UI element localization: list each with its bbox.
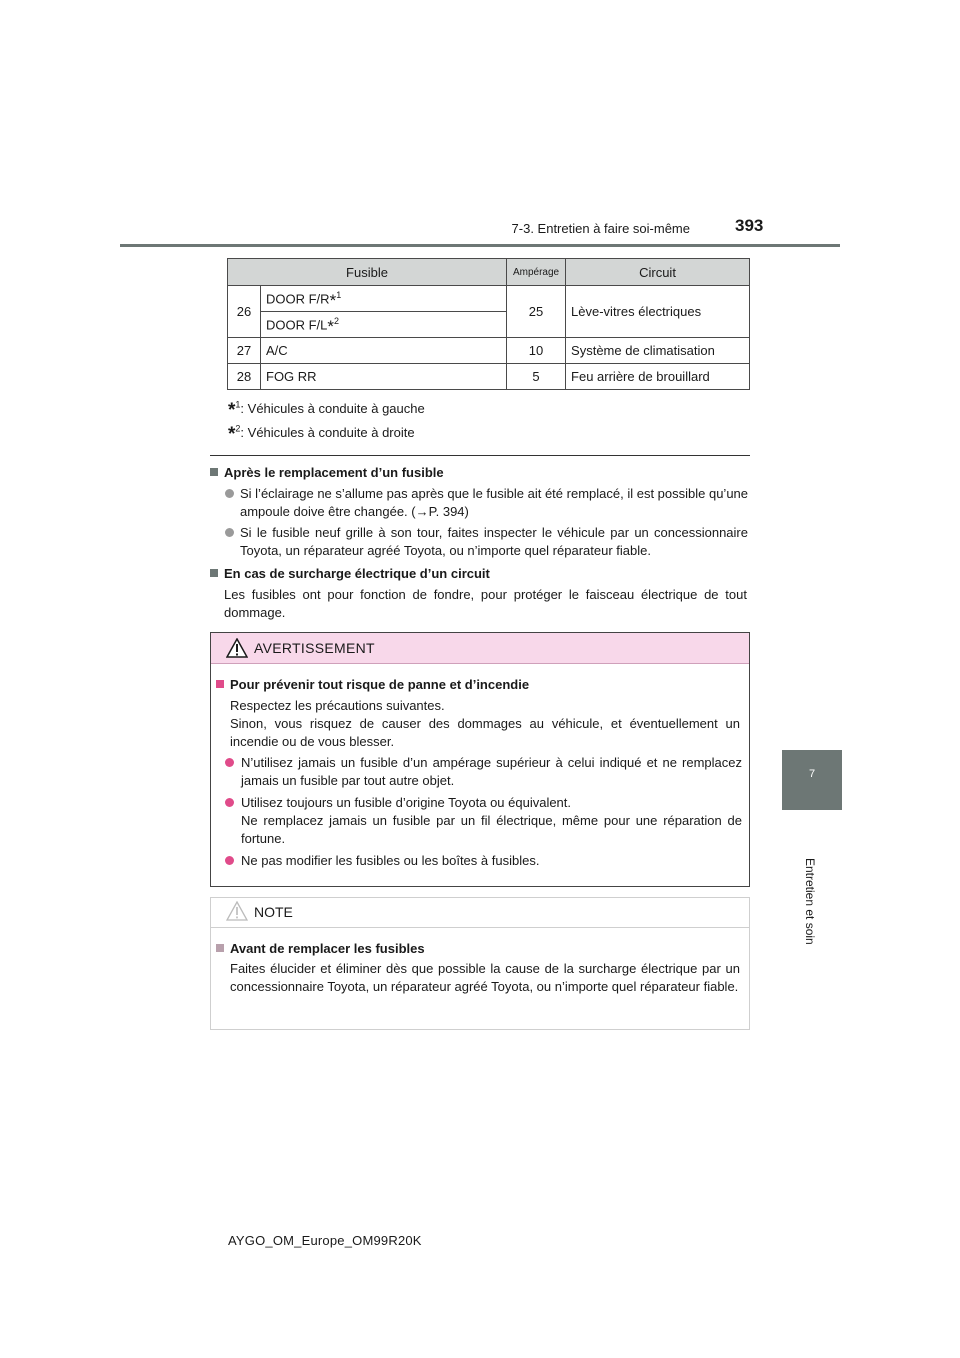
fuse-number: 28 [228,364,261,390]
warning-bullet-3: Ne pas modifier les fusibles ou les boîtes à fusibles. [216,852,742,870]
fuse-name: DOOR F/L*$^2$ [261,312,507,338]
square-bullet-icon [216,680,224,688]
warning-title: AVERTISSEMENT [254,640,375,656]
document-code: AYGO_OM_Europe_OM99R20K [228,1233,422,1248]
footnote-mark: * [329,290,337,310]
section-divider [210,455,750,456]
fuse-name: A/C [261,338,507,364]
footnote-mark: * [327,316,335,336]
chapter-number: 7 [808,768,816,780]
fuse-name: FOG RR [261,364,507,390]
fuse-circuit: Feu arrière de brouillard [566,364,750,390]
warning-heading: Pour prévenir tout risque de panne et d’incendie [216,677,529,692]
column-header-amperage: Ampérage [507,259,566,286]
round-bullet-icon [225,758,234,767]
after-replace-bullet-1: Si l’éclairage ne s’allume pas après que le fusible ait été remplacé, il est possible qu’une ampoule doive être changée. (→P. 394) [210,485,748,521]
after-replace-bullet-2: Si le fusible neuf grille à son tour, faites inspecter le véhicule par un concessionnaire Toyota, un réparateur agréé Toyota, ou n’importe quel réparateur fiable. [210,524,748,560]
table-header-row [228,259,750,286]
fuse-circuit: Système de climatisation [566,338,750,364]
fuse-amperage: 5 [507,364,566,390]
page-number: 393 [735,216,764,235]
note-title: NOTE [254,904,293,920]
column-header-fuse: Fusible [228,259,507,286]
after-replace-heading: Après le remplacement d’un fusible [210,465,444,480]
overload-text: Les fusibles ont pour fonction de fondre, pour protéger le faisceau électrique de tout dommage. [224,587,747,620]
warning-bullet-1: N’utilisez jamais un fusible d’un ampérage supérieur à celui indiqué et ne remplacez jamais un fusible par tout autre objet. [216,754,742,790]
table-row [228,286,750,312]
section-title: 7-3. Entretien à faire soi-même [511,221,690,236]
fuse-table [227,258,750,390]
table-row [228,364,750,390]
round-bullet-icon [225,856,234,865]
warning-triangle-icon [226,638,248,658]
fuse-name: DOOR F/R*$^1$ [261,286,507,312]
square-bullet-icon [216,944,224,952]
square-bullet-icon [210,468,218,476]
fuse-amperage: 10 [507,338,566,364]
note-text: Faites élucider et éliminer dès que possible la cause de la surcharge électrique par un concessionnaire Toyota, un réparateur agréé Toyota, ou n’importe quel réparateur fiable. [230,961,740,994]
chapter-title: Entretien et soin [803,858,817,945]
footnote-1: *$^1$: Véhicules à conduite à gauche [228,399,425,421]
footnote-2: *$^2$: Véhicules à conduite à droite [228,423,415,445]
warning-bullet-2: Utilisez toujours un fusible d’origine Toyota ou équivalent. Ne remplacez jamais un fusible par un fil électrique, même pour une réparation de fortune. [216,794,742,848]
column-header-circuit: Circuit [566,259,750,286]
chapter-tab [782,750,842,810]
fuse-amperage: 25 [507,286,566,338]
round-bullet-icon [225,798,234,807]
caution-triangle-icon [226,901,248,921]
warning-intro: Respectez les précautions suivantes. Sinon, vous risquez de causer des dommages au véhicule, et éventuellement un incendie ou de vous blesser. [230,698,740,749]
header-rule [120,244,840,247]
note-heading: Avant de remplacer les fusibles [216,941,425,956]
fuse-number: 26 [228,286,261,338]
round-bullet-icon [225,489,234,498]
overload-heading: En cas de surcharge électrique d’un circuit [210,566,490,581]
round-bullet-icon [225,528,234,537]
table-row [228,338,750,364]
fuse-number: 27 [228,338,261,364]
square-bullet-icon [210,569,218,577]
fuse-circuit: Lève-vitres électriques [566,286,750,338]
